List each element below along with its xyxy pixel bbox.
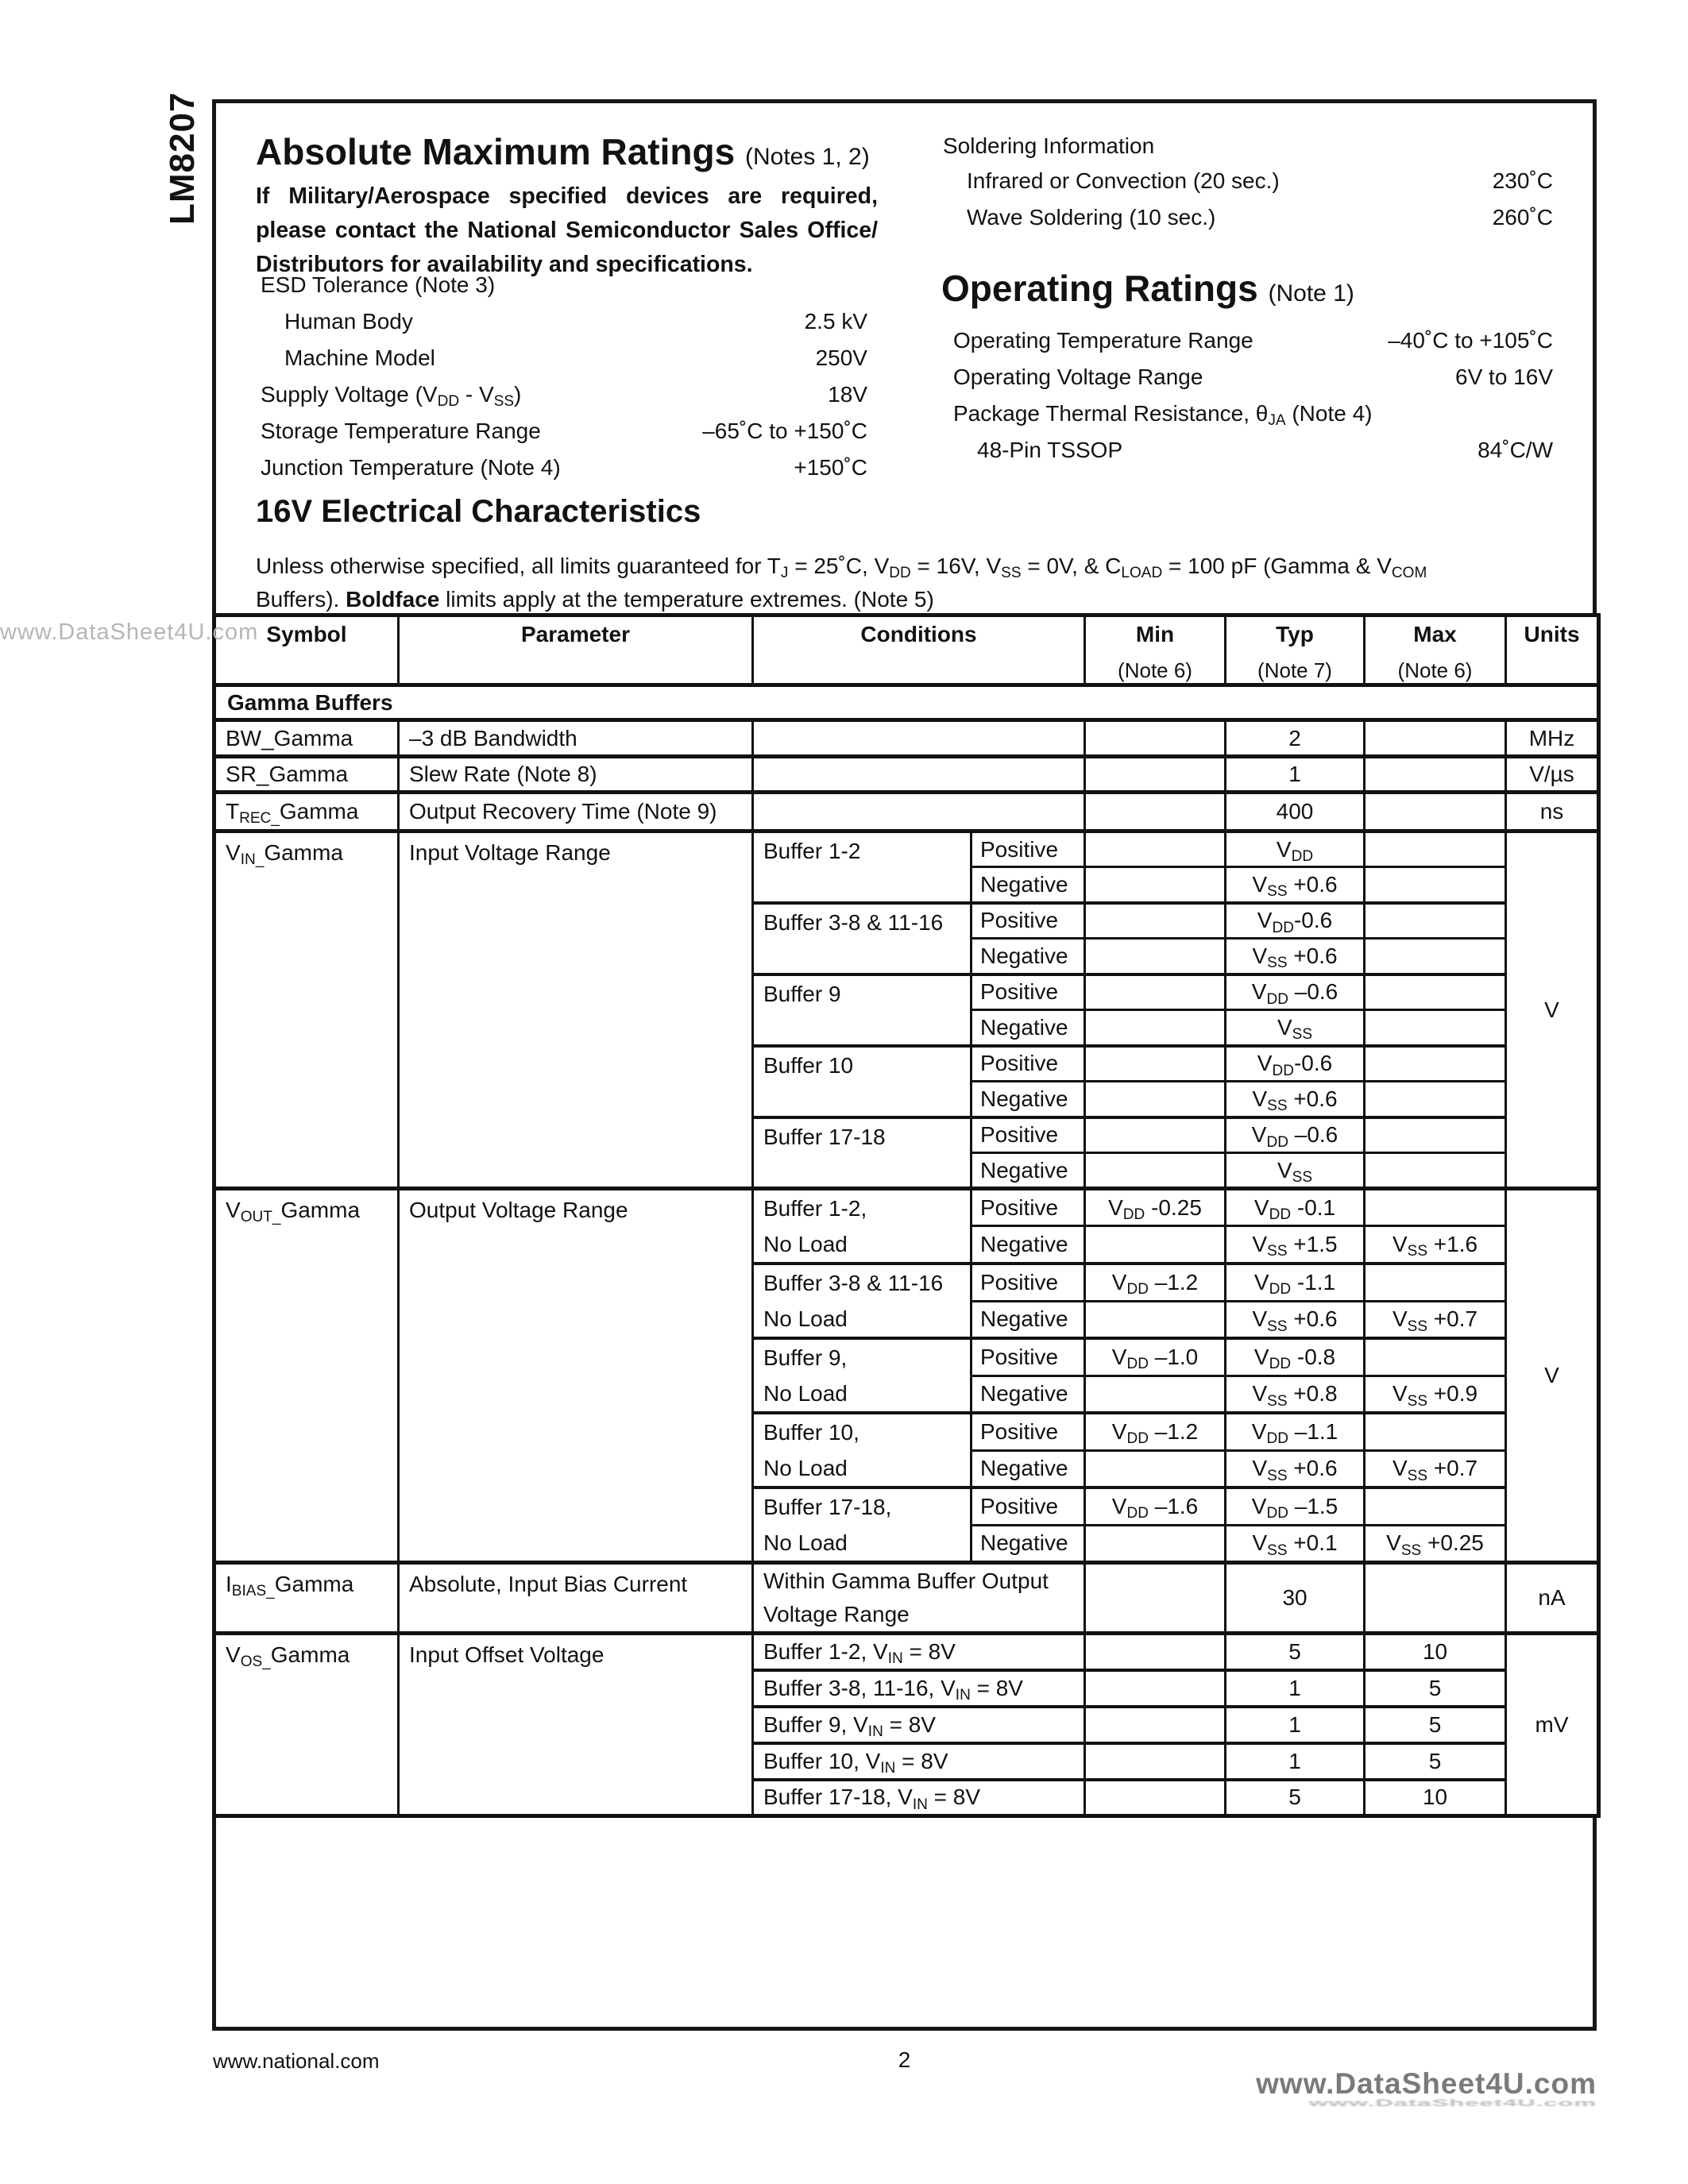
abs-max-title-text: Absolute Maximum Ratings xyxy=(256,131,736,172)
typ-cell: $V_{SS} +0.6$ xyxy=(1226,939,1365,974)
typ-cell: $V_{SS} +1.5$ xyxy=(1226,1226,1365,1264)
footer-url: www.national.com xyxy=(213,2049,380,2073)
symbol-cell: SR_Gamma xyxy=(214,757,399,793)
col-header-conditions: Conditions xyxy=(753,615,1085,685)
warning-line: Distributors for availability and specifications. xyxy=(256,252,753,277)
polarity-cell: Positive xyxy=(971,1413,1085,1450)
symbol-cell: $V_{OS\_}Gamma$ xyxy=(214,1634,399,1816)
spec-row xyxy=(256,267,867,303)
conditions-cell xyxy=(753,720,1085,757)
col-header-units: Units xyxy=(1506,615,1599,685)
buffer-cell: Buffer 10 xyxy=(753,1046,971,1117)
max-cell xyxy=(1365,1189,1506,1226)
max-cell xyxy=(1365,832,1506,867)
polarity-cell: Negative xyxy=(971,1301,1085,1338)
max-cell xyxy=(1365,1413,1506,1450)
parameter-cell: Slew Rate (Note 8) xyxy=(399,757,753,793)
typ-cell: $V_{DD}$ -0.1 xyxy=(1226,1189,1365,1226)
spec-row xyxy=(256,413,867,450)
min-cell xyxy=(1085,1450,1226,1488)
spec-label: Operating Temperature Range xyxy=(953,328,1253,353)
min-cell xyxy=(1085,1117,1226,1153)
min-cell: $V_{DD}$ –1.6 xyxy=(1085,1488,1226,1525)
polarity-cell: Positive xyxy=(971,1488,1085,1525)
min-cell xyxy=(1085,974,1226,1010)
spec-label: ESD Tolerance (Note 3) xyxy=(261,272,496,297)
buffer-cell: Buffer 17-18, No Load xyxy=(753,1488,971,1563)
spec-row xyxy=(953,432,1553,469)
spec-label: Junction Temperature (Note 4) xyxy=(261,455,561,480)
watermark-left: www.DataSheet4U.com xyxy=(0,619,259,645)
conditions-cell: Buffer 17-18, $V_{IN} = 8V$ xyxy=(753,1780,1085,1816)
max-cell xyxy=(1365,903,1506,939)
table-row xyxy=(214,832,1599,867)
spec-value: –40˚C to +105˚C xyxy=(1388,328,1553,353)
parameter-cell: Input Offset Voltage xyxy=(399,1634,753,1816)
electrical-characteristics-table xyxy=(212,613,1601,1818)
spec-row xyxy=(943,163,1553,199)
table-row xyxy=(214,615,1599,685)
max-cell xyxy=(1365,939,1506,974)
spec-row xyxy=(256,450,867,486)
min-cell: $V_{DD}$ –1.0 xyxy=(1085,1338,1226,1376)
spec-value: 18V xyxy=(828,382,867,407)
conditions-cell: Buffer 9, $V_{IN} = 8V$ xyxy=(753,1707,1085,1743)
typ-cell: 1 xyxy=(1226,1707,1365,1743)
abs-max-title xyxy=(256,130,870,173)
parameter-cell: –3 dB Bandwidth xyxy=(399,720,753,757)
warning-line: please contact the National Semiconductor Sales Office/ xyxy=(256,218,878,243)
spec-label: 48-Pin TSSOP xyxy=(977,438,1123,462)
symbol-cell: BW_Gamma xyxy=(214,720,399,757)
conditions-cell: Buffer 10, $V_{IN} = 8V$ xyxy=(753,1743,1085,1780)
typ-cell: 1 xyxy=(1226,757,1365,793)
spec-label: Wave Soldering (10 sec.) xyxy=(967,205,1216,230)
spec-value: 260˚C xyxy=(1492,205,1553,230)
max-cell xyxy=(1365,1563,1506,1634)
min-cell xyxy=(1085,1010,1226,1046)
max-cell xyxy=(1365,974,1506,1010)
table-row xyxy=(214,720,1599,757)
max-cell: $V_{SS} +0.7$ xyxy=(1365,1301,1506,1338)
abs-max-title-note: (Notes 1, 2) xyxy=(744,144,870,170)
typ-cell: $V_{DD}-0.6$ xyxy=(1226,903,1365,939)
buffer-cell: Buffer 3-8 & 11-16 xyxy=(753,903,971,974)
min-cell xyxy=(1085,867,1226,903)
watermark-bottom-right-echo: www.DataSheet4U.com xyxy=(1308,2097,1597,2109)
min-cell xyxy=(1085,1082,1226,1117)
conditions-cell: Within Gamma Buffer Output Voltage Range xyxy=(753,1563,1085,1634)
abs-max-spec-list xyxy=(256,267,867,486)
parameter-cell: Output Voltage Range xyxy=(399,1189,753,1563)
min-cell xyxy=(1085,793,1226,832)
spec-value: +150˚C xyxy=(794,455,867,480)
typ-cell: 30 xyxy=(1226,1563,1365,1634)
max-cell xyxy=(1365,1046,1506,1082)
typ-cell: $V_{DD}$ -0.8 xyxy=(1226,1338,1365,1376)
typ-cell: $V_{SS} +0.8$ xyxy=(1226,1376,1365,1413)
typ-cell: $V_{DD}-0.6$ xyxy=(1226,1046,1365,1082)
spec-value: –65˚C to +150˚C xyxy=(702,419,867,443)
typ-cell: $V_{DD}$ –1.1 xyxy=(1226,1413,1365,1450)
min-cell xyxy=(1085,903,1226,939)
typ-cell: $V_{SS} +0.1$ xyxy=(1226,1525,1365,1562)
col-header-min: Min (Note 6) xyxy=(1085,615,1226,685)
buffer-cell: Buffer 9, No Load xyxy=(753,1338,971,1413)
max-cell xyxy=(1365,1010,1506,1046)
spec-value: 250V xyxy=(815,345,867,370)
min-cell xyxy=(1085,1153,1226,1189)
max-cell: 10 xyxy=(1365,1780,1506,1816)
symbol-cell: $I_{BIAS\_}Gamma$ xyxy=(214,1563,399,1634)
polarity-cell: Negative xyxy=(971,1376,1085,1413)
polarity-cell: Positive xyxy=(971,1117,1085,1153)
units-cell: MHz xyxy=(1506,720,1599,757)
conditions-cell xyxy=(753,757,1085,793)
col-header-symbol: Symbol xyxy=(214,615,399,685)
polarity-cell: Negative xyxy=(971,1525,1085,1562)
spec-row xyxy=(256,340,867,376)
spec-row xyxy=(953,396,1553,432)
table-row xyxy=(214,1563,1599,1634)
min-cell xyxy=(1085,1563,1226,1634)
max-cell xyxy=(1365,1082,1506,1117)
spec-value: 84˚C/W xyxy=(1477,438,1553,462)
min-cell xyxy=(1085,1301,1226,1338)
conditions-cell: Buffer 1-2, $V_{IN} = 8V$ xyxy=(753,1634,1085,1670)
parameter-cell: Input Voltage Range xyxy=(399,832,753,1189)
polarity-cell: Positive xyxy=(971,903,1085,939)
max-cell: 10 xyxy=(1365,1634,1506,1670)
min-cell: $V_{DD}$ -0.25 xyxy=(1085,1189,1226,1226)
typ-cell: $V_{SS}$ xyxy=(1226,1010,1365,1046)
table-row xyxy=(214,1189,1599,1226)
max-cell xyxy=(1365,793,1506,832)
typ-cell: $V_{DD}$ xyxy=(1226,832,1365,867)
min-cell xyxy=(1085,1707,1226,1743)
polarity-cell: Positive xyxy=(971,1338,1085,1376)
max-cell: $V_{SS} +1.6$ xyxy=(1365,1226,1506,1264)
typ-cell: $V_{SS} +0.6$ xyxy=(1226,867,1365,903)
polarity-cell: Negative xyxy=(971,939,1085,974)
part-number-vertical-label: LM8207 xyxy=(163,91,202,225)
min-cell xyxy=(1085,832,1226,867)
polarity-cell: Negative xyxy=(971,1450,1085,1488)
polarity-cell: Positive xyxy=(971,1264,1085,1301)
min-cell xyxy=(1085,757,1226,793)
max-cell xyxy=(1365,1264,1506,1301)
spec-label: Storage Temperature Range xyxy=(261,419,541,443)
col-header-max: Max (Note 6) xyxy=(1365,615,1506,685)
symbol-cell: $V_{IN\_}Gamma$ xyxy=(214,832,399,1189)
operating-ratings-title-note: (Note 1) xyxy=(1268,280,1354,307)
min-cell: $V_{DD}$ –1.2 xyxy=(1085,1413,1226,1450)
watermark-bottom-right: www.DataSheet4U.com xyxy=(1256,2067,1597,2100)
min-cell xyxy=(1085,1634,1226,1670)
spec-value: 6V to 16V xyxy=(1455,365,1553,389)
max-cell xyxy=(1365,867,1506,903)
typ-cell: $V_{DD}$ -1.1 xyxy=(1226,1264,1365,1301)
max-cell xyxy=(1365,1338,1506,1376)
buffer-cell: Buffer 3-8 & 11-16 No Load xyxy=(753,1264,971,1338)
polarity-cell: Negative xyxy=(971,1082,1085,1117)
typ-cell: $V_{SS} +0.6$ xyxy=(1226,1082,1365,1117)
table-row xyxy=(214,685,1599,720)
units-cell: V xyxy=(1506,832,1599,1189)
section-row-label: Gamma Buffers xyxy=(214,685,1599,720)
table-row xyxy=(214,1634,1599,1670)
polarity-cell: Negative xyxy=(971,1153,1085,1189)
operating-spec-list xyxy=(953,322,1553,469)
conditions-cell xyxy=(753,793,1085,832)
typ-cell: 5 xyxy=(1226,1634,1365,1670)
typ-cell: $V_{DD}$ –0.6 xyxy=(1226,974,1365,1010)
spec-row xyxy=(953,359,1553,396)
intro-line: Unless otherwise specified, all limits guaranteed for $T_J$ = 25˚C, $V_{DD} = 16V$, $V_{SS} = 0V$, & $C_{LOAD} = 100$ pF (Gamma & $V_{COM}$ xyxy=(256,554,1427,582)
max-cell: 5 xyxy=(1365,1707,1506,1743)
polarity-cell: Positive xyxy=(971,832,1085,867)
spec-label: Operating Voltage Range xyxy=(953,365,1203,389)
max-cell: $V_{SS} +0.9$ xyxy=(1365,1376,1506,1413)
spec-value: 230˚C xyxy=(1492,168,1553,193)
buffer-cell: Buffer 17-18 xyxy=(753,1117,971,1189)
min-cell xyxy=(1085,1670,1226,1707)
table-row xyxy=(214,757,1599,793)
max-cell: 5 xyxy=(1365,1670,1506,1707)
buffer-cell: Buffer 9 xyxy=(753,974,971,1046)
parameter-cell: Output Recovery Time (Note 9) xyxy=(399,793,753,832)
max-cell xyxy=(1365,1488,1506,1525)
min-cell xyxy=(1085,1780,1226,1816)
typ-cell: 1 xyxy=(1226,1670,1365,1707)
typ-cell: 5 xyxy=(1226,1780,1365,1816)
typ-cell: $V_{DD}$ –0.6 xyxy=(1226,1117,1365,1153)
units-cell: mV xyxy=(1506,1634,1599,1816)
spec-label: Human Body xyxy=(284,309,413,334)
parameter-cell: Absolute, Input Bias Current xyxy=(399,1563,753,1634)
spec-label: Machine Model xyxy=(284,345,435,370)
typ-cell: 400 xyxy=(1226,793,1365,832)
soldering-spec-list xyxy=(943,163,1553,236)
spec-row xyxy=(953,322,1553,359)
typ-cell: $V_{DD}$ –1.5 xyxy=(1226,1488,1365,1525)
typ-cell: 1 xyxy=(1226,1743,1365,1780)
buffer-cell: Buffer 1-2 xyxy=(753,832,971,903)
soldering-title: Soldering Information xyxy=(943,133,1155,158)
polarity-cell: Positive xyxy=(971,1046,1085,1082)
warning-line: If Military/Aerospace specified devices are required, xyxy=(256,183,878,209)
units-cell: V/µs xyxy=(1506,757,1599,793)
spec-row xyxy=(256,303,867,340)
max-cell xyxy=(1365,757,1506,793)
polarity-cell: Positive xyxy=(971,1189,1085,1226)
spec-label: Infrared or Convection (20 sec.) xyxy=(967,168,1280,193)
min-cell xyxy=(1085,1226,1226,1264)
buffer-cell: Buffer 1-2, No Load xyxy=(753,1189,971,1264)
polarity-cell: Negative xyxy=(971,867,1085,903)
col-header-parameter: Parameter xyxy=(399,615,753,685)
spec-label: Supply Voltage $(V_{DD} - V_{SS})$ xyxy=(261,382,522,411)
min-cell xyxy=(1085,1376,1226,1413)
units-cell: V xyxy=(1506,1189,1599,1563)
units-cell: nA xyxy=(1506,1563,1599,1634)
intro-line: Buffers). Boldface limits apply at the temperature extremes. (Note 5) xyxy=(256,587,934,612)
operating-ratings-title xyxy=(941,267,1354,310)
spec-value: 2.5 kV xyxy=(804,309,867,334)
electrical-characteristics-intro xyxy=(256,551,1427,615)
operating-ratings-title-text: Operating Ratings xyxy=(941,268,1258,309)
spec-label: Package Thermal Resistance, $\theta_{JA}$ (Note 4) xyxy=(953,401,1373,430)
max-cell xyxy=(1365,1117,1506,1153)
typ-cell: 2 xyxy=(1226,720,1365,757)
min-cell xyxy=(1085,939,1226,974)
typ-cell: $V_{SS}$ xyxy=(1226,1153,1365,1189)
spec-row xyxy=(943,199,1553,236)
min-cell: $V_{DD}$ –1.2 xyxy=(1085,1264,1226,1301)
polarity-cell: Negative xyxy=(971,1226,1085,1264)
spec-row xyxy=(256,376,867,413)
units-cell: ns xyxy=(1506,793,1599,832)
typ-cell: $V_{SS} +0.6$ xyxy=(1226,1301,1365,1338)
max-cell: $V_{SS} +0.25$ xyxy=(1365,1525,1506,1562)
min-cell xyxy=(1085,1743,1226,1780)
min-cell xyxy=(1085,1046,1226,1082)
max-cell xyxy=(1365,720,1506,757)
max-cell: 5 xyxy=(1365,1743,1506,1780)
electrical-characteristics-title: 16V Electrical Characteristics xyxy=(256,494,701,529)
max-cell: $V_{SS} +0.7$ xyxy=(1365,1450,1506,1488)
min-cell xyxy=(1085,1525,1226,1562)
min-cell xyxy=(1085,720,1226,757)
buffer-cell: Buffer 10, No Load xyxy=(753,1413,971,1488)
typ-cell: $V_{SS} +0.6$ xyxy=(1226,1450,1365,1488)
symbol-cell: $V_{OUT\_}Gamma$ xyxy=(214,1189,399,1563)
max-cell xyxy=(1365,1153,1506,1189)
col-header-typ: Typ (Note 7) xyxy=(1226,615,1365,685)
conditions-cell: Buffer 3-8, 11-16, $V_{IN} = 8V$ xyxy=(753,1670,1085,1707)
polarity-cell: Positive xyxy=(971,974,1085,1010)
table-row xyxy=(214,793,1599,832)
page-number: 2 xyxy=(898,2047,911,2072)
polarity-cell: Negative xyxy=(971,1010,1085,1046)
symbol-cell: $T_{REC\_}Gamma$ xyxy=(214,793,399,832)
